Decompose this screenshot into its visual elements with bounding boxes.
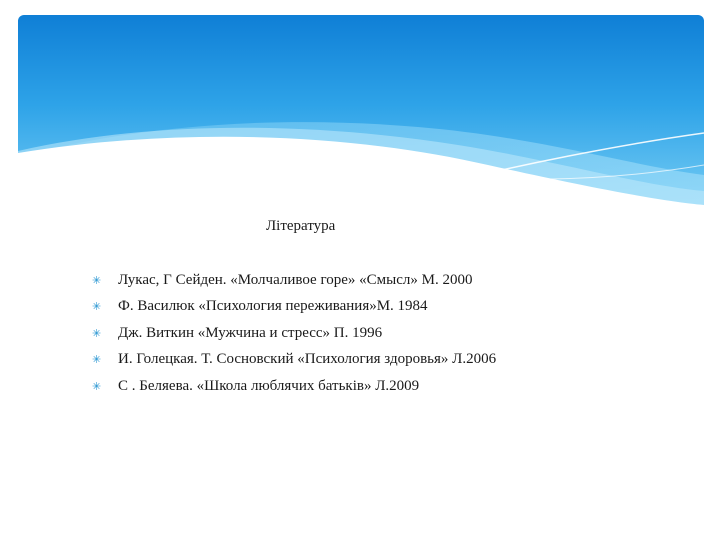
slide-title: Література [266, 218, 336, 234]
list-item [92, 294, 496, 321]
list-item-text: И. Голецкая. Т. Сосновский «Психология здоровья» Л.2006 [118, 351, 497, 368]
header-banner [18, 15, 704, 215]
list-item-text: Ф. Василюк «Психология переживания»М. 1984 [118, 298, 428, 315]
list-item [92, 373, 496, 400]
asterisk-icon: ✳ [92, 326, 102, 340]
asterisk-icon: ✳ [92, 273, 102, 287]
wave-decoration [18, 15, 704, 215]
list-item [92, 347, 496, 374]
list-item [92, 320, 496, 347]
asterisk-icon: ✳ [92, 300, 102, 314]
bibliography-list [92, 267, 496, 400]
list-item-text: Дж. Виткин «Мужчина и стресс» П. 1996 [118, 324, 383, 341]
list-item [92, 267, 496, 294]
list-item-text: Лукас, Г Сейден. «Молчаливое горе» «Смысл» М. 2000 [118, 271, 473, 288]
asterisk-icon: ✳ [92, 379, 102, 393]
asterisk-icon: ✳ [92, 353, 102, 367]
list-item-text: С . Беляева. «Школа люблячих батьків» Л.2009 [118, 377, 420, 394]
